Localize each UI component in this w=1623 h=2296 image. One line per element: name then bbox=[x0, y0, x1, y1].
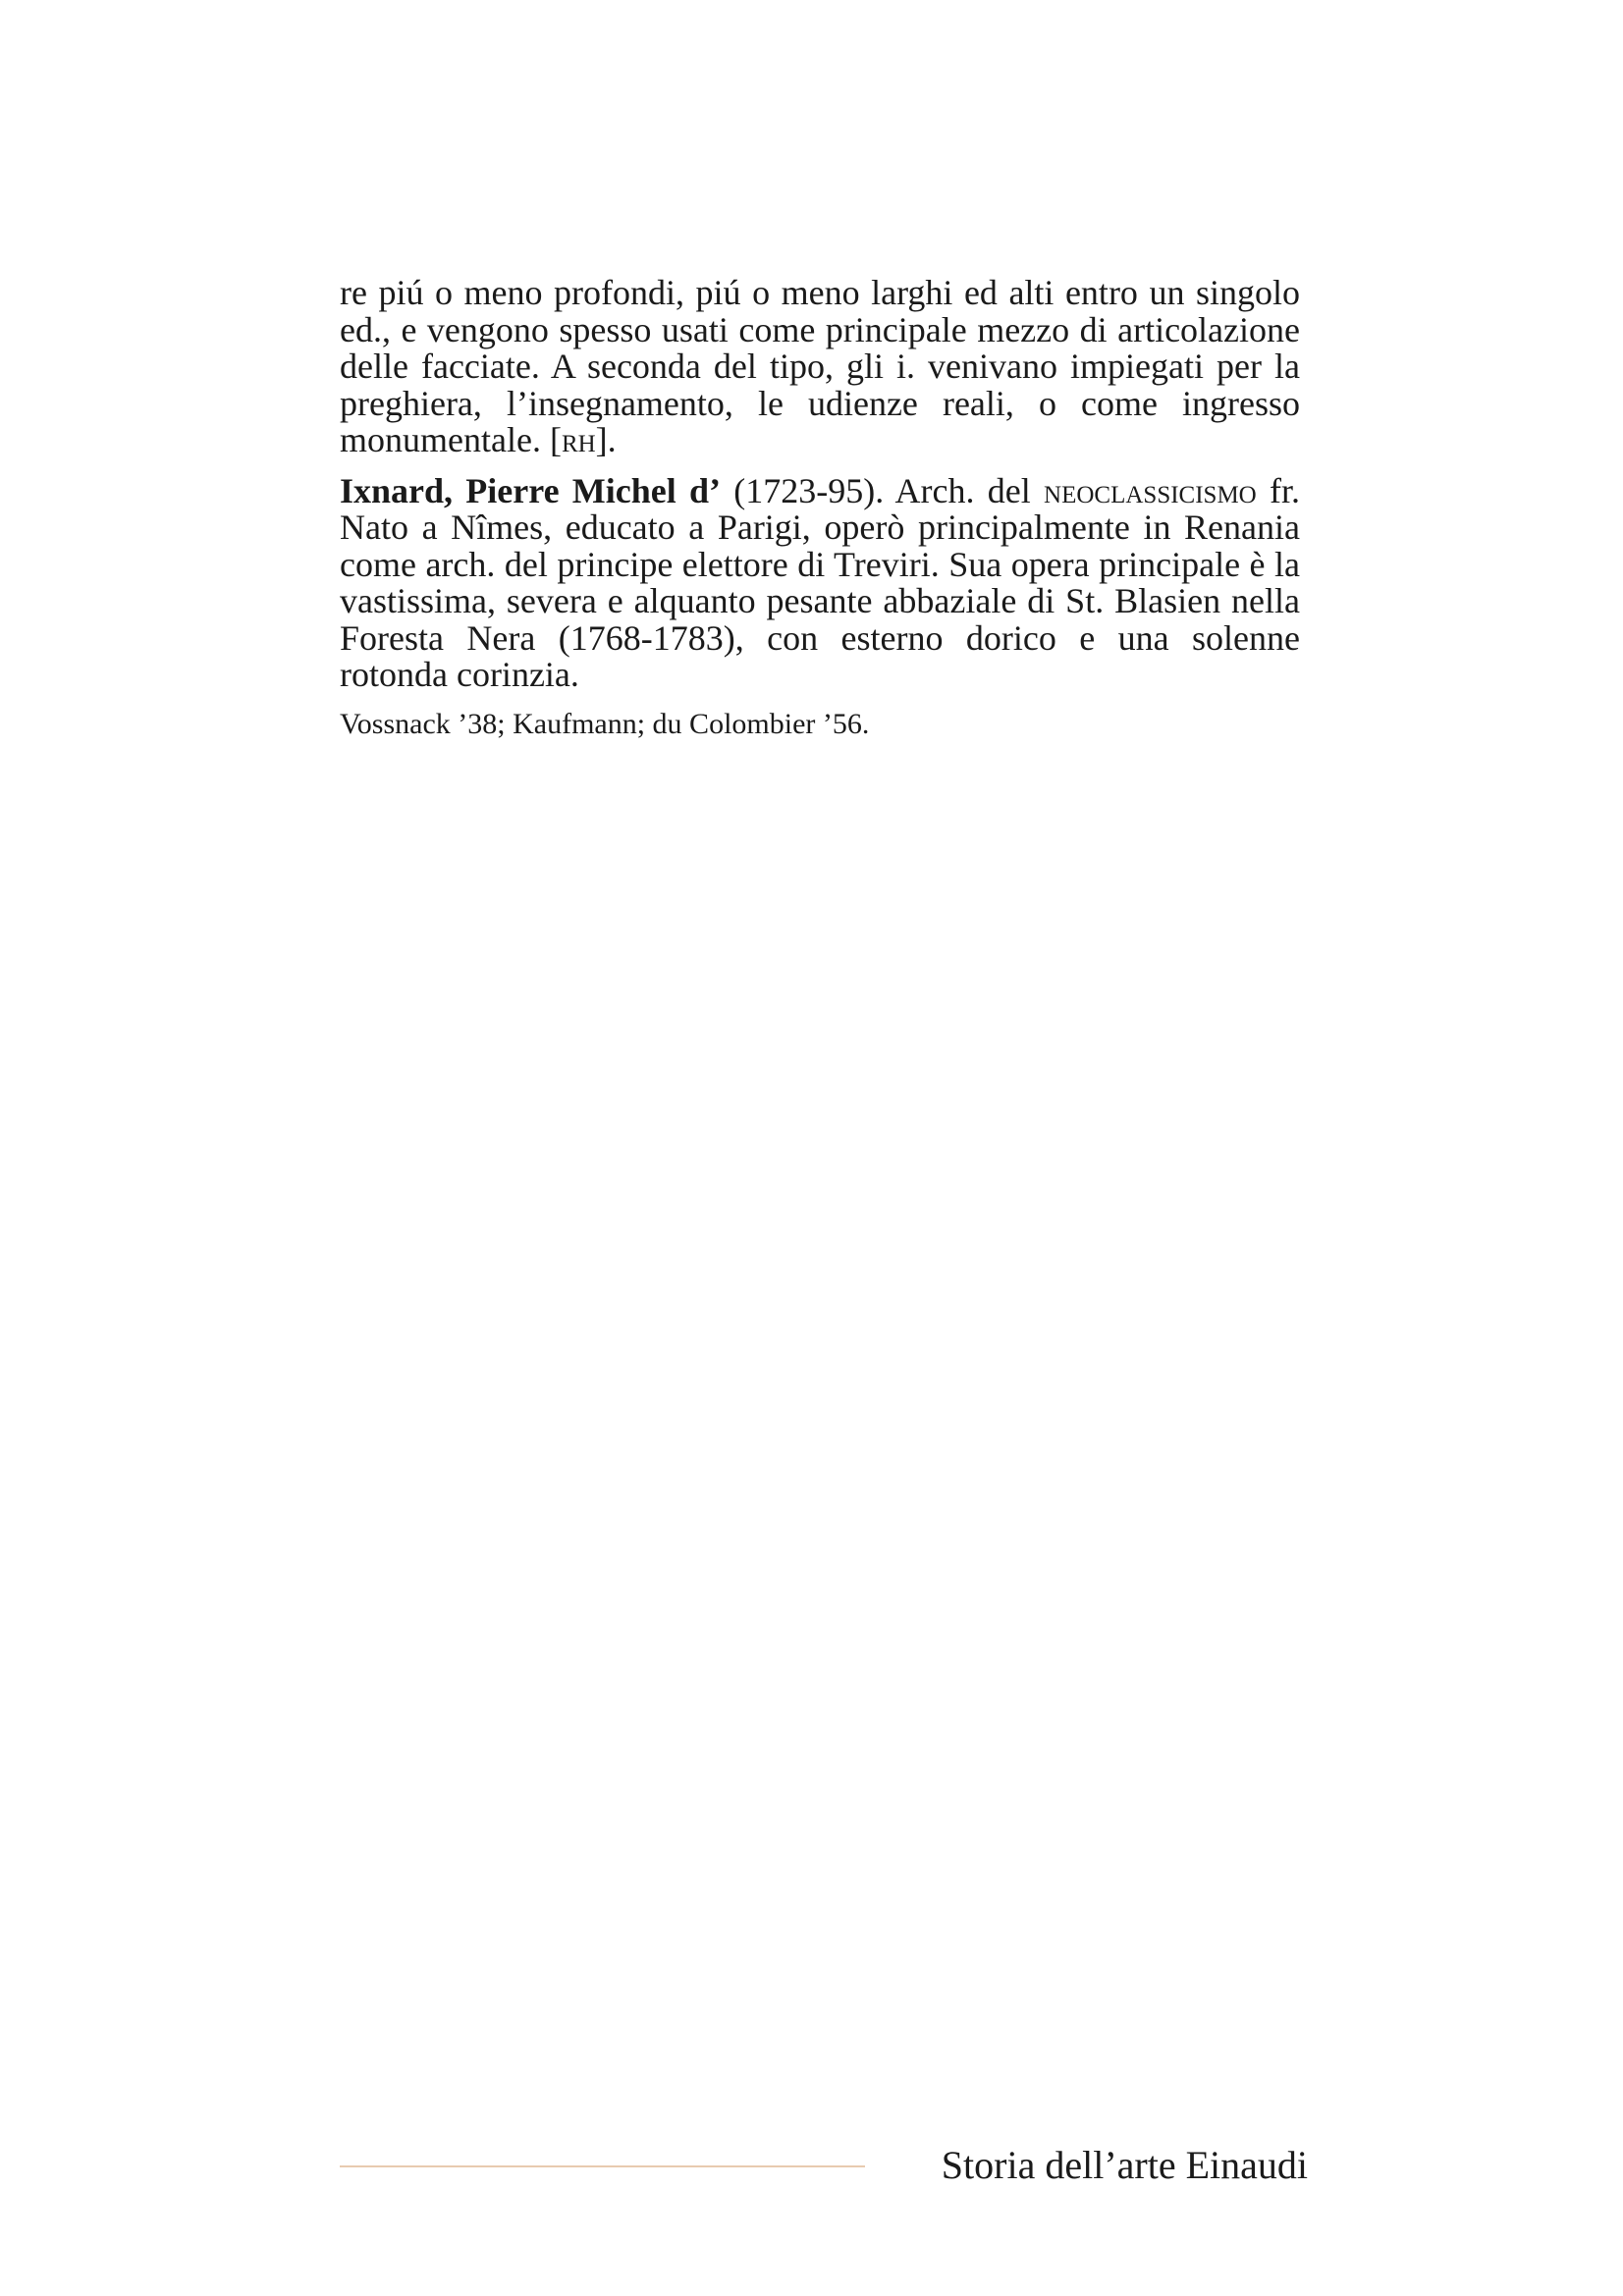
entry-body: fr. Nato a Nîmes, educato a Parigi, operò principalmente in Renania come arch. del principe elettore di Treviri. Sua opera principale è la vastissima, severa e alquanto pesante abbaziale di St. Blasien nella Foresta Nera (1768-1783), con esterno dorico e una solenne rotonda corinzia. bbox=[340, 470, 1300, 694]
entry-paragraph bbox=[340, 470, 1300, 694]
entry-continuation-closing: ]. bbox=[595, 420, 617, 459]
entry-bibliography: Vossnack ’38; Kaufmann; du Colombier ’56. bbox=[340, 707, 870, 740]
footer-rule bbox=[340, 2165, 865, 2167]
footer-title: Storia dell’arte Einaudi bbox=[941, 2143, 1308, 2187]
entry-headword: Ixnard, Pierre Michel d’ bbox=[340, 470, 722, 510]
page-footer bbox=[340, 2142, 1308, 2191]
author-initials: rh bbox=[561, 420, 596, 459]
entry-continuation-text: re piú o meno profondi, piú o meno larghi ed alti entro un singolo ed., e vengono spesso usati come principale mezzo di articolazione delle facciate. A seconda del tipo, gli i. venivano impiegati per la preghiera, l’insegnamento, le udienze reali, o come ingresso monumentale. [ bbox=[340, 273, 1300, 459]
entry-crossref: neoclassicismo bbox=[1044, 470, 1257, 510]
main-text-column bbox=[340, 275, 1300, 741]
entry-continuation-paragraph bbox=[340, 275, 1300, 459]
entry-dates: (1723-95). Arch. del bbox=[721, 470, 1045, 510]
